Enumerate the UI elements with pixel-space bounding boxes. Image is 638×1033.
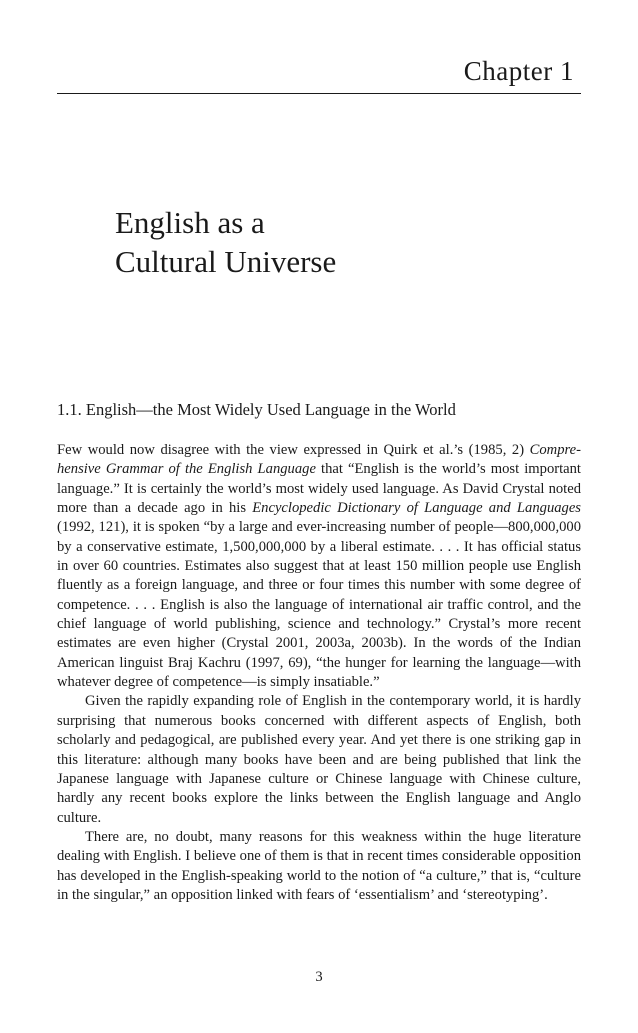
paragraph-1 [57,441,581,692]
body-text [57,441,581,905]
paragraph-1-text-b: that “English is the world’s most important language.” It is certainly the world’s most widely used language. As David Crystal noted more than a decade ago in his [57,461,581,517]
section-heading: 1.1. English—the Most Widely Used Language in the World [57,400,456,419]
paragraph-2: Given the rapidly expanding role of English in the contemporary world, it is hardly surprising that numerous books concerned with different aspects of English, both scholarly and pedagogical, are published every year. And yet there is one striking gap in this literature: although many books have been and are being published that link the Japanese language with Japanese culture or Chinese language with Chinese culture, hardly any recent books explore the links between the English language and Anglo culture. [57,693,581,826]
chapter-title [115,203,336,281]
page-number: 3 [315,969,323,985]
header-rule [57,93,581,94]
book-title-comprehensive-grammar: Comprehensive Grammar of the English Language [57,442,581,478]
book-title-encyclopedic-dictionary: Encyclopedic Dictionary of Language and Languages [252,500,581,517]
chapter-label: Chapter 1 [463,56,574,86]
chapter-title-line-2: Cultural Universe [115,244,337,279]
paragraph-1-text-c: (1992, 121), it is spoken “by a large and ever-increasing number of people—800,000,000 by a conservative estimate, 1,500,000,000 by a liberal estimate. . . . It has official status in over 60 countries. Estimates also suggest that at least 150 million people use English fluently as a foreign language, and three or four times this number with some degree of competence. . . . English is also the language of international air traffic control, and the chief language of world publishing, science and technology.” Crystal’s more recent estimates are even higher (Crystal 2001, 2003a, 2003b). In the words of the Indian American linguist Braj Kachru (1997, 69), “the hunger for learning the language—with whatever degree of competence—is simply insatiable.” [57,519,581,691]
paragraph-1-text-a: Few would now disagree with the view expressed in Quirk et al.’s (1985, 2) [57,442,530,458]
chapter-title-line-1: English as a [115,205,265,240]
paragraph-3: There are, no doubt, many reasons for this weakness within the huge literature dealing with English. I believe one of them is that in recent times considerable opposition has developed in the English-speaking world to the notion of “a culture,” that is, “culture in the singular,” an opposition linked with fears of ‘essentialism’ and ‘stereotyping’. [57,828,581,903]
